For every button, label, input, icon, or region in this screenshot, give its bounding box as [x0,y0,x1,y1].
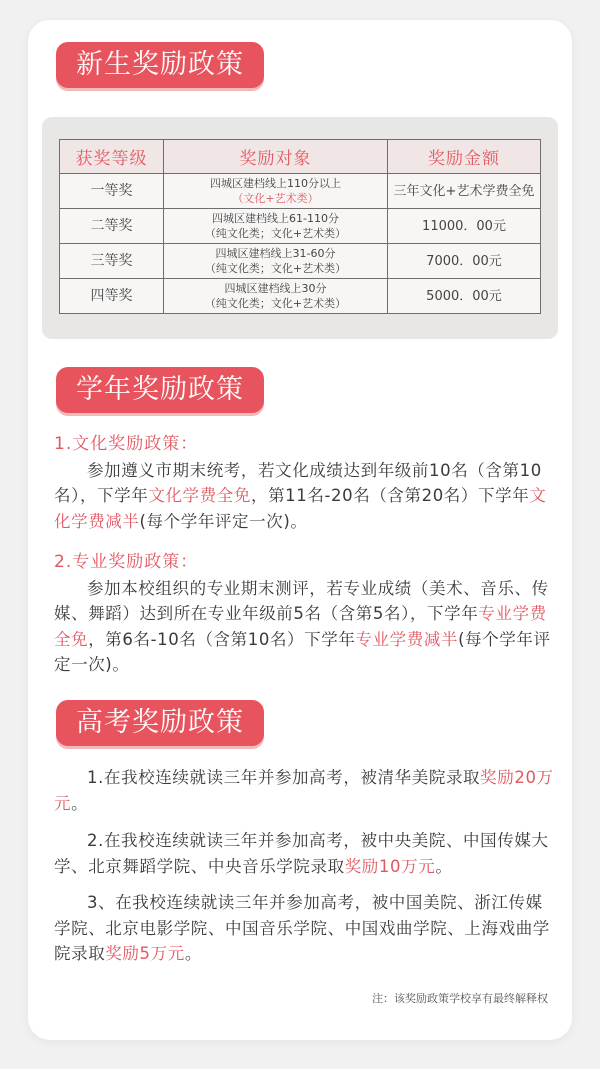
text-span: 。 [435,856,453,876]
text-span: 3、在我校连续就读三年并参加高考，被中国美院、浙江传媒学院、北京电影学院、中国音乐学院、中国戏曲学院、上海戏曲学院录取 [54,893,550,963]
text-span: 。 [184,944,202,963]
table-row [60,244,541,279]
emphasis-text: 奖励20万元 [54,768,554,813]
culture-award-policy [54,432,554,534]
culture-award-text [54,458,554,535]
text-span: (每个学年评定一次)。 [54,629,551,674]
target-category: （纯文化类；文化+艺术类） [204,262,347,275]
level-cell: 四等奖 [60,279,164,314]
amount-cell: 11000．00元 [388,209,541,244]
amount-cell: 5000．00元 [388,279,541,314]
target-cell [164,209,388,244]
header-amount: 奖励金额 [388,140,541,174]
target-cell [164,174,388,209]
target-line: 四城区建档线上31-60分 [215,247,336,260]
text-span: 2.在我校连续就读三年并参加高考，被中央美院、中国传媒大学、北京舞蹈学院、中央音乐学院录取 [54,831,549,876]
text-span: 。 [71,793,89,813]
school-year-policy-badge: 学年奖励政策 [56,367,264,413]
emphasis-text: 专业学费减半 [355,629,459,649]
text-span: ，第6名-10名（含第10名）下学年 [88,629,356,649]
target-line: 四城区建档线上61-110分 [212,212,339,225]
target-category: （纯文化类；文化+艺术类） [204,297,347,310]
culture-award-heading: 1.文化奖励政策： [54,434,199,454]
emphasis-text: 文化学费全免 [148,486,251,505]
gaokao-item-1 [54,765,554,816]
amount-cell: 三年文化+艺术学费全免 [388,174,541,209]
major-award-policy [54,550,554,678]
target-category: （纯文化类；文化+艺术类） [204,227,347,240]
new-student-policy-badge: 新生奖励政策 [56,42,264,88]
text-span: ，第11名-20名（含第20名）下学年 [250,486,530,505]
disclaimer-note: 注：该奖励政策学校享有最终解释权 [372,992,548,1005]
policy-card [28,20,572,1040]
emphasis-text: 奖励10万元 [344,856,436,876]
text-span: (每个学年评定一次)。 [139,511,308,531]
target-cell [164,244,388,279]
text-span: 参加本校组织的专业期末测评，若专业成绩（美术、音乐、传媒、舞蹈）达到所在专业年级前5名（含第5名），下学年 [54,578,549,623]
table-row [60,279,541,314]
table-row [60,209,541,244]
target-line: 四城区建档线上110分以上 [210,177,341,190]
table-header-row [60,140,541,174]
major-award-heading: 2.专业奖励政策： [54,552,199,572]
gaokao-item-2 [54,828,554,879]
header-target: 奖励对象 [164,140,388,174]
target-line: 四城区建档线上30分 [224,282,327,295]
table-row [60,174,541,209]
level-cell: 二等奖 [60,209,164,244]
level-cell: 一等奖 [60,174,164,209]
target-cell [164,279,388,314]
award-table [59,139,541,314]
emphasis-text: 专业学费全免 [54,604,547,649]
text-span: 参加遵义市期末统考，若文化成绩达到年级前10名（含第10名），下学年 [54,460,542,505]
amount-cell: 7000．00元 [388,244,541,279]
major-award-text [54,576,554,678]
emphasis-text: 奖励5万元 [105,944,185,963]
emphasis-text: 文化学费减半 [54,486,547,531]
table-container [42,117,558,339]
gaokao-item-3 [54,890,554,967]
header-level: 获奖等级 [60,140,164,174]
text-span: 1.在我校连续就读三年并参加高考，被清华美院录取 [87,768,481,787]
level-cell: 三等奖 [60,244,164,279]
target-category: （文化+艺术类） [232,192,319,205]
gaokao-policy-badge: 高考奖励政策 [56,700,264,746]
